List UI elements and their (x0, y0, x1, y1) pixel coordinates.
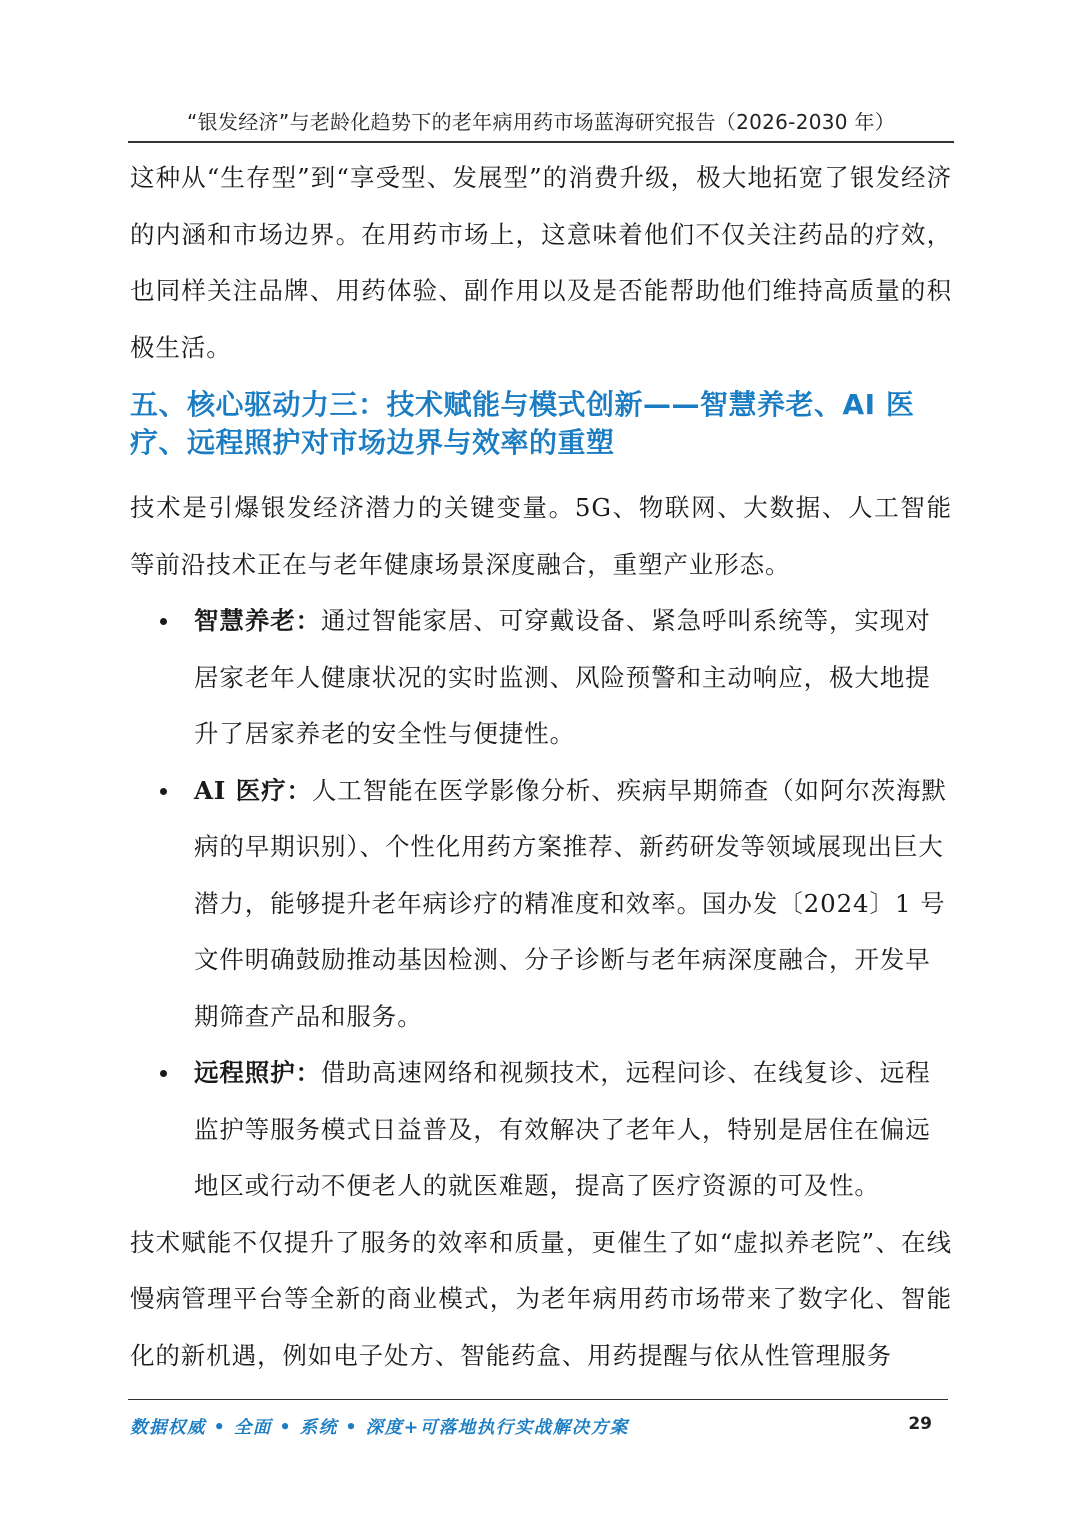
header-divider (128, 141, 954, 143)
closing-paragraph: 技术赋能不仅提升了服务的效率和质量，更催生了如“虚拟养老院”、在线慢病管理平台等全新的商业模式，为老年病用药市场带来了数字化、智能化的新机遇，例如电子处方、智能药盒、用药提醒与依从性管理服务 (130, 1227, 952, 1370)
bullet-term: 智慧养老： (194, 606, 321, 635)
bullet-icon (160, 788, 167, 795)
section-heading: 五、核心驱动力三：技术赋能与模式创新——智慧养老、AI 医疗、远程照护对市场边界与效率的重塑 (130, 388, 915, 459)
footer-divider (128, 1399, 948, 1400)
bullet-icon (160, 618, 167, 625)
bullet-text: 通过智能家居、可穿戴设备、紧急呼叫系统等，实现对居家老年人健康状况的实时监测、风险预警和主动响应，极大地提升了居家养老的安全性与便捷性。 (194, 606, 931, 748)
running-header: “银发经济”与老龄化趋势下的老年病用药市场蓝海研究报告（2026-2030 年） (186, 110, 896, 134)
bullet-text: 借助高速网络和视频技术，远程问诊、在线复诊、远程监护等服务模式日益普及，有效解决了老年人，特别是居住在偏远地区或行动不便老人的就医难题，提高了医疗资源的可及性。 (194, 1058, 931, 1200)
list-item (130, 763, 952, 1046)
bullet-icon (160, 1070, 167, 1077)
footer-slogan: 数据权威 • 全面 • 系统 • 深度+可落地执行实战解决方案 (130, 1418, 629, 1438)
bullet-term: AI 医疗： (194, 775, 312, 805)
bullet-text: 人工智能在医学影像分析、疾病早期筛查（如阿尔茨海默病的早期识别）、个性化用药方案推荐、新药研发等领域展现出巨大潜力，能够提升老年病诊疗的精准度和效率。国办发〔2024〕1 号文件明确鼓励推动基因检测、分子诊断与老年病深度融合，开发早期筛查产品和服务。 (194, 775, 947, 1031)
page-body (130, 150, 952, 1384)
lead-paragraph: 技术是引爆银发经济潜力的关键变量。5G、物联网、大数据、人工智能等前沿技术正在与老年健康场景深度融合，重塑产业形态。 (130, 493, 952, 579)
list-item (130, 1045, 952, 1215)
list-item (130, 593, 952, 763)
intro-paragraph: 这种从“生存型”到“享受型、发展型”的消费升级，极大地拓宽了银发经济的内涵和市场边界。在用药市场上，这意味着他们不仅关注药品的疗效，也同样关注品牌、用药体验、副作用以及是否能帮助他们维持高质量的积极生活。 (130, 163, 952, 362)
bullet-term: 远程照护： (194, 1058, 321, 1087)
bullet-list (130, 593, 952, 1215)
page-number: 29 (908, 1414, 932, 1434)
